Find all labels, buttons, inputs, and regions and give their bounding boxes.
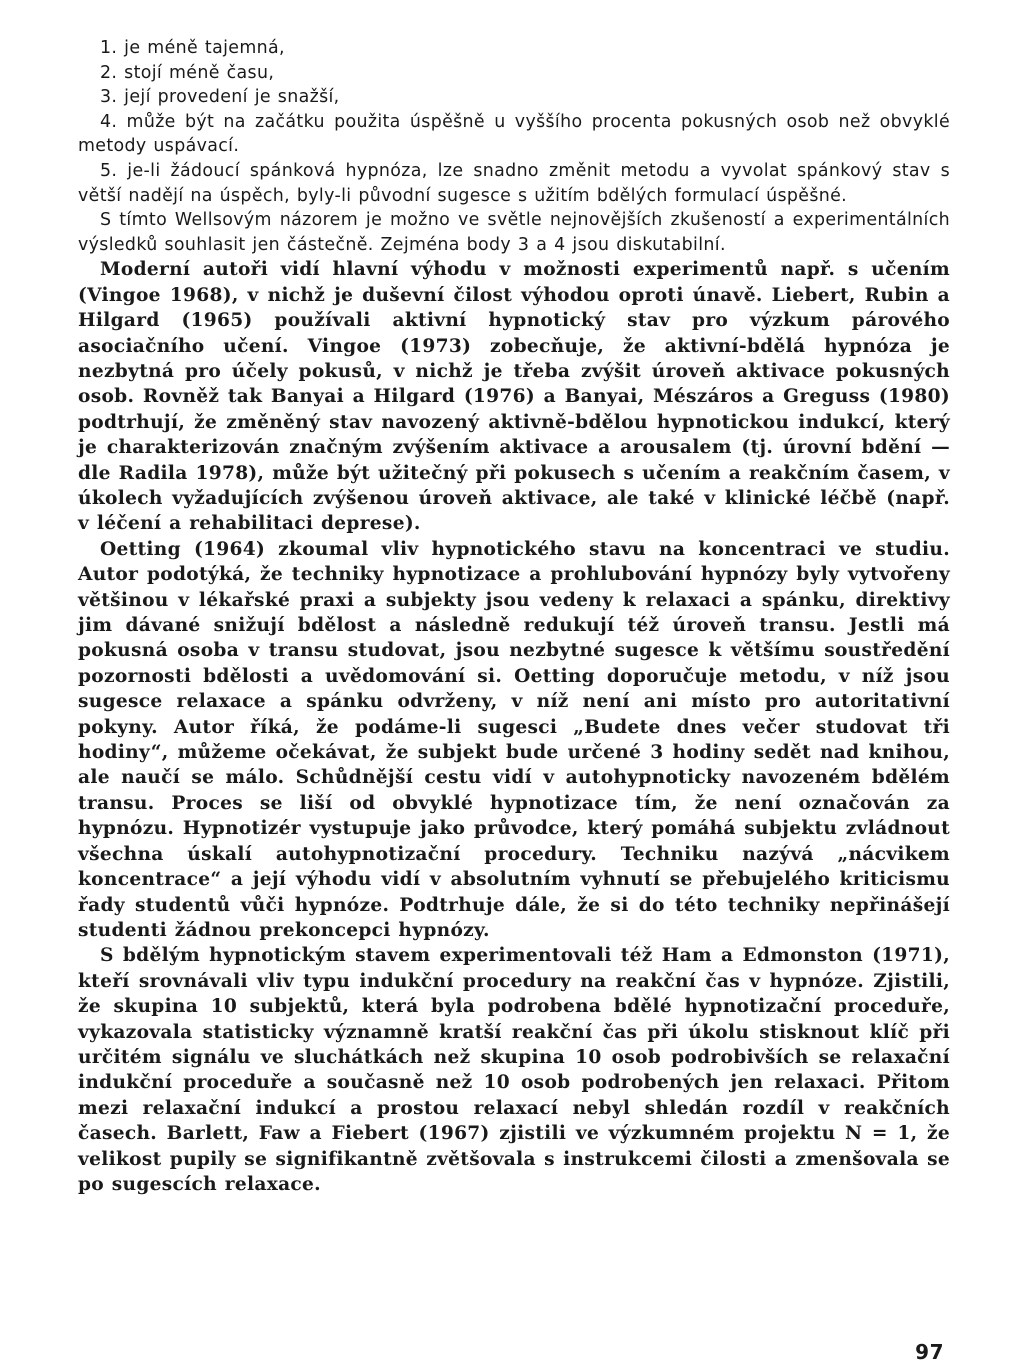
paragraph-wells: S tímto Wellsovým názorem je možno ve světle nejnovějších zkušeností a experimentálních výsledků souhlasit jen částečně. Zejména body 3 a 4 jsou diskutabilní. bbox=[78, 210, 950, 255]
list-item-2: 2. stojí méně času, bbox=[100, 62, 275, 83]
paragraph-ham-edmonston: S bdělým hypnotickým stavem experimentovali též Ham a Edmonston (1971), kteří srovnávali vliv typu indukční procedury na reakční čas v hypnóze. Zjistili, že skupina 10 subjektů, která byla podrobena bdělé hypnotizační proceduře, vykazovala statisticky významně kratší reakční čas při úkolu stisknout klíč při určitém signálu ve sluchátkách než skupina 10 osob podrobivších se relaxační indukční proceduře a současně než 10 osob podrobených jen relaxaci. Přitom mezi relaxační indukcí a prostou relaxací nebyl shledán rozdíl v reakčních časech. Barlett, Faw a Fiebert (1967) zjistili ve výzkumném projektu N = 1, že velikost pupily se signifikantně zvětšovala s instrukcemi čilosti a zmenšovala se po sugescích relaxace. bbox=[78, 945, 950, 1195]
page-number: 97 bbox=[915, 1340, 944, 1364]
page-body bbox=[78, 36, 950, 1197]
paragraph-oetting: Oetting (1964) zkoumal vliv hypnotického stavu na koncentraci ve studiu. Autor podotýká, že techniky hypnotizace a prohlubování hypnózy byly vytvořeny většinou v lékařské praxi a subjekty jsou vedeny k relaxaci a spánku, direktivy jim dávané snižují bdělost a následně redukují též úroveň transu. Jestli má pokusná osoba v transu studovat, jsou nezbytné sugesce k většímu soustředění pozornosti bdělosti a uvědomování si. Oetting doporučuje metodu, v níž jsou sugesce relaxace a spánku odvrženy, v níž není ani místo pro autoritativní pokyny. Autor říká, že podáme-li sugesci „Budete dnes večer studovat tři hodiny“, můžeme očekávat, že subjekt bude určené 3 hodiny sedět nad knihou, ale naučí se málo. Schůdnější cestu vidí v autohypnoticky navozeném bdělém transu. Proces se liší od obvyklé hypnotizace tím, že není označován za hypnózu. Hypnotizér vystupuje jako průvodce, který pomáhá subjektu zvládnout všechna úskalí autohypnotizační procedury. Techniku nazývá „nácvikem koncentrace“ a její výhodu vidí v absolutním vyhnutí se přebujelého kriticismu řady studentů vůči hypnóze. Podtrhuje dále, že si do této techniky nepřinášejí studenti žádnou prekoncepci hypnózy. bbox=[78, 538, 950, 941]
list-item-1: 1. je méně tajemná, bbox=[100, 38, 285, 58]
list-item-3: 3. její provedení je snažší, bbox=[100, 87, 340, 108]
paragraph-modern-authors: Moderní autoři vidí hlavní výhodu v možnosti experimentů např. s učením (Vingoe 1968), v nichž je duševní čilost výhodou oproti únavě. Liebert, Rubin a Hilgard (1965) používali aktivní hypnotický stav pro výzkum párového asociačního učení. Vingoe (1973) zobecňuje, že aktivní-bdělá hypnóza je nezbytná pro účely pokusů, v nichž je třeba zvýšit úroveň aktivace pokusných osob. Rovněž tak Banyai a Hilgard (1976) a Banyai, Mészáros a Greguss (1980) podtrhují, že změněný stav navozený aktivně-bdělou hypnotickou indukcí, který je charakterizován značným zvýšením aktivace a arousalem (tj. úrovní bdění — dle Radila 1978), může být užitečný při pokusech s učením a reakčním časem, v úkolech vyžadujících zvýšenou úroveň aktivace, ale také v klinické léčbě (např. v léčení a rehabilitaci deprese). bbox=[78, 259, 950, 535]
list-item-4: 4. může být na začátku použita úspěšně u vyššího procenta pokusných osob než obvyklé metody uspávací. bbox=[78, 111, 950, 157]
list-item-5: 5. je-li žádoucí spánková hypnóza, lze snadno změnit metodu a vyvolat spánkový stav s větší nadějí na úspěch, byly-li původní sugesce s užitím bdělých formulací úspěšné. bbox=[78, 160, 950, 206]
